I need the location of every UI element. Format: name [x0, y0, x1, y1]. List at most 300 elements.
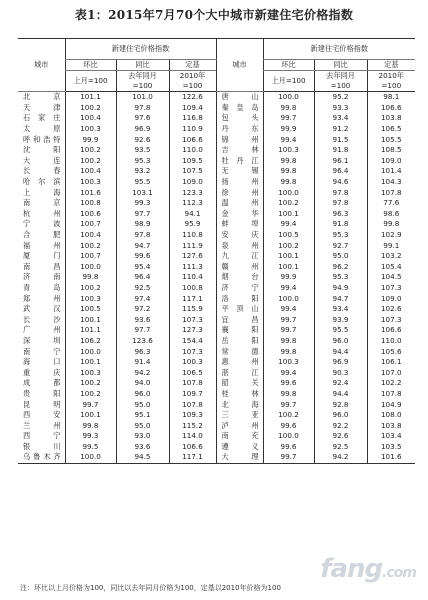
yoy-header-left: 同比	[116, 60, 169, 71]
table-row	[18, 251, 415, 262]
mom-value-cell: 100.4	[65, 113, 116, 124]
city-name-cell: 西 宁	[23, 431, 61, 441]
yoy-value-cell: 92.6	[116, 134, 169, 145]
base-value-cell: 100.8	[169, 283, 216, 294]
base-value-cell: 127.3	[169, 325, 216, 336]
mom-value-cell: 100.5	[263, 230, 314, 241]
base-value-cell: 115.9	[169, 304, 216, 315]
city-name-cell: 上 海	[23, 187, 61, 197]
city-name-cell: 南 充	[216, 431, 263, 442]
yoy-value-cell: 95.3	[116, 156, 169, 167]
mom-value-cell: 100.3	[263, 357, 314, 368]
base-value-cell: 106.6	[169, 134, 216, 145]
city-name-cell: 宜 昌	[216, 314, 263, 325]
mom-value-cell: 100.5	[65, 304, 116, 315]
mom-sub-right: 上月=100	[263, 71, 314, 92]
city-name-cell: 金 华	[216, 209, 263, 220]
base-value-cell: 108.5	[367, 145, 415, 156]
base-value-cell: 107.3	[169, 346, 216, 357]
base-value-cell: 98.1	[367, 92, 415, 103]
table-row	[18, 209, 415, 220]
base-value-cell: 109.4	[169, 103, 216, 114]
city-name-cell: 包 头	[216, 113, 263, 124]
yoy-value-cell: 95.4	[116, 262, 169, 273]
price-index-table	[18, 38, 415, 464]
yoy-value-cell: 92.7	[314, 240, 367, 251]
yoy-value-cell: 95.0	[116, 420, 169, 431]
city-name-cell: 泉 州	[216, 240, 263, 251]
base-value-cell: 107.8	[169, 378, 216, 389]
yoy-sub-right	[314, 71, 367, 92]
base-header-right: 定基	[367, 60, 415, 71]
base-value-cell: 105.4	[367, 262, 415, 273]
base-value-cell: 106.6	[169, 442, 216, 453]
base-value-cell: 110.0	[169, 145, 216, 156]
mom-value-cell: 100.6	[65, 209, 116, 220]
mom-value-cell: 100.2	[65, 389, 116, 400]
mom-value-cell: 100.1	[263, 251, 314, 262]
city-name-cell: 天 津	[23, 102, 61, 112]
base-value-cell: 116.8	[169, 113, 216, 124]
yoy-value-cell: 92.5	[116, 283, 169, 294]
yoy-value-cell: 93.0	[116, 431, 169, 442]
table-row	[18, 420, 415, 431]
table-row	[18, 177, 415, 188]
base-value-cell: 109.5	[169, 156, 216, 167]
yoy-value-cell: 92.8	[314, 399, 367, 410]
city-name-cell: 扬 州	[216, 177, 263, 188]
yoy-value-cell: 97.8	[116, 230, 169, 241]
base-value-cell: 111.9	[169, 240, 216, 251]
yoy-value-cell: 94.5	[116, 452, 169, 463]
yoy-value-cell: 97.8	[314, 198, 367, 209]
mom-value-cell: 99.8	[65, 272, 116, 283]
table-row	[18, 325, 415, 336]
yoy-value-cell: 96.0	[314, 410, 367, 421]
yoy-value-cell: 92.2	[314, 420, 367, 431]
city-name-cell: 石家庄	[23, 113, 61, 123]
base-value-cell: 101.4	[367, 166, 415, 177]
table-row	[18, 113, 415, 124]
city-name-cell: 唐 山	[216, 92, 263, 103]
mom-value-cell: 99.8	[263, 177, 314, 188]
city-name-cell: 厦 门	[23, 251, 61, 261]
city-name-cell: 呼和浩特	[23, 134, 61, 144]
yoy-value-cell: 91.5	[314, 134, 367, 145]
mom-value-cell: 99.7	[263, 399, 314, 410]
yoy-value-cell: 93.3	[314, 103, 367, 114]
yoy-value-cell: 97.7	[116, 209, 169, 220]
base-sub-text: 2010年=100	[378, 71, 405, 90]
city-name-cell: 无 锡	[216, 166, 263, 177]
yoy-value-cell: 95.2	[314, 92, 367, 103]
table-row	[18, 346, 415, 357]
base-value-cell: 109.3	[169, 410, 216, 421]
table-row	[18, 187, 415, 198]
city-name-cell: 三 亚	[216, 410, 263, 421]
city-name-cell: 深 圳	[23, 335, 61, 345]
yoy-value-cell: 95.0	[116, 399, 169, 410]
table-row	[18, 293, 415, 304]
base-value-cell: 106.6	[367, 325, 415, 336]
base-value-cell: 107.3	[367, 283, 415, 294]
mom-value-cell: 100.2	[263, 240, 314, 251]
base-value-cell: 112.3	[169, 198, 216, 209]
mom-value-cell: 100.3	[65, 367, 116, 378]
yoy-value-cell: 96.3	[116, 346, 169, 357]
city-name-cell: 宁 波	[23, 219, 61, 229]
base-value-cell: 95.9	[169, 219, 216, 230]
city-name-cell: 湛 江	[216, 367, 263, 378]
city-header-left: 城市	[18, 39, 65, 92]
base-value-cell: 101.6	[367, 452, 415, 463]
mom-value-cell: 99.9	[263, 272, 314, 283]
mom-value-cell: 100.2	[263, 198, 314, 209]
city-name-cell: 广 州	[23, 325, 61, 335]
base-value-cell: 104.5	[367, 272, 415, 283]
city-name-cell: 常 德	[216, 346, 263, 357]
city-name-cell: 北 京	[23, 92, 61, 102]
city-name-cell: 秦皇岛	[216, 103, 263, 114]
mom-value-cell: 100.4	[65, 230, 116, 241]
yoy-value-cell: 94.2	[314, 452, 367, 463]
base-value-cell: 102.9	[367, 230, 415, 241]
table-row	[18, 230, 415, 241]
base-value-cell: 110.0	[367, 336, 415, 347]
base-value-cell: 103.5	[367, 442, 415, 453]
yoy-value-cell: 96.4	[314, 166, 367, 177]
base-value-cell: 99.8	[367, 219, 415, 230]
mom-value-cell: 100.1	[65, 410, 116, 421]
yoy-value-cell: 94.7	[314, 293, 367, 304]
yoy-value-cell: 93.5	[116, 145, 169, 156]
mom-value-cell: 99.8	[263, 389, 314, 400]
city-name-cell: 西 安	[23, 410, 61, 420]
yoy-value-cell: 95.5	[314, 325, 367, 336]
mom-value-cell: 100.4	[65, 166, 116, 177]
yoy-value-cell: 123.6	[116, 336, 169, 347]
yoy-value-cell: 94.4	[314, 346, 367, 357]
yoy-value-cell: 91.4	[116, 357, 169, 368]
city-name-cell: 青 岛	[23, 282, 61, 292]
yoy-value-cell: 97.4	[116, 293, 169, 304]
mom-value-cell: 100.1	[65, 357, 116, 368]
city-name-cell: 重 庆	[23, 367, 61, 377]
city-name-cell: 济 南	[23, 272, 61, 282]
yoy-value-cell: 96.3	[314, 209, 367, 220]
mom-value-cell: 100.3	[263, 145, 314, 156]
yoy-value-cell: 92.4	[314, 378, 367, 389]
mom-value-cell: 99.8	[263, 336, 314, 347]
base-value-cell: 98.6	[367, 209, 415, 220]
yoy-value-cell: 99.3	[116, 198, 169, 209]
yoy-value-cell: 97.7	[116, 325, 169, 336]
city-name-cell: 海 口	[23, 357, 61, 367]
mom-value-cell: 100.2	[263, 410, 314, 421]
city-name-cell: 韶 关	[216, 378, 263, 389]
mom-value-cell: 100.1	[65, 314, 116, 325]
city-name-cell: 锦 州	[216, 134, 263, 145]
table-row	[18, 367, 415, 378]
city-name-cell: 乌鲁木齐	[18, 452, 65, 463]
base-value-cell: 127.6	[169, 251, 216, 262]
table-row	[18, 336, 415, 347]
mom-value-cell: 99.8	[263, 156, 314, 167]
base-value-cell: 103.8	[367, 420, 415, 431]
base-value-cell: 107.5	[169, 166, 216, 177]
yoy-value-cell: 96.4	[116, 272, 169, 283]
mom-value-cell: 99.4	[263, 283, 314, 294]
mom-value-cell: 100.0	[263, 187, 314, 198]
table-row	[18, 198, 415, 209]
base-value-cell: 110.8	[169, 230, 216, 241]
yoy-value-cell: 93.6	[116, 314, 169, 325]
base-value-cell: 111.3	[169, 262, 216, 273]
mom-value-cell: 100.2	[65, 145, 116, 156]
base-value-cell: 105.6	[367, 346, 415, 357]
mom-value-cell: 99.4	[263, 219, 314, 230]
base-value-cell: 115.2	[169, 420, 216, 431]
base-value-cell: 154.4	[169, 336, 216, 347]
city-name-cell: 成 都	[23, 378, 61, 388]
mom-value-cell: 100.1	[263, 262, 314, 273]
mom-value-cell: 99.3	[65, 431, 116, 442]
city-name-cell: 吉 林	[216, 145, 263, 156]
city-header-right: 城市	[216, 39, 263, 92]
mom-value-cell: 99.4	[263, 367, 314, 378]
base-value-cell: 104.3	[367, 177, 415, 188]
yoy-value-cell: 94.0	[116, 378, 169, 389]
table-row	[18, 357, 415, 368]
base-value-cell: 110.9	[169, 124, 216, 135]
yoy-value-cell: 91.8	[314, 219, 367, 230]
mom-header-right: 环比	[263, 60, 314, 71]
mom-value-cell: 99.8	[263, 346, 314, 357]
table-title: 表1：2015年7月70个大中城市新建住宅价格指数	[74, 8, 354, 22]
base-value-cell: 109.0	[169, 177, 216, 188]
base-value-cell: 106.6	[367, 103, 415, 114]
table-row	[18, 272, 415, 283]
base-value-cell: 110.4	[169, 272, 216, 283]
yoy-sub-left	[116, 71, 169, 92]
group-header-right: 新建住宅价格指数	[263, 39, 415, 60]
yoy-value-cell: 101.0	[116, 92, 169, 103]
yoy-value-cell: 97.8	[116, 103, 169, 114]
mom-value-cell: 100.0	[263, 92, 314, 103]
table-body	[18, 92, 415, 464]
base-value-cell: 117.1	[169, 452, 216, 463]
city-name-cell: 昆 明	[23, 399, 61, 409]
yoy-value-cell: 96.1	[314, 156, 367, 167]
table-row	[18, 452, 415, 463]
watermark-logo: fang.com	[320, 554, 416, 584]
mom-value-cell: 99.7	[263, 113, 314, 124]
yoy-value-cell: 94.9	[314, 283, 367, 294]
city-name-cell: 哈尔滨	[23, 177, 61, 187]
mom-value-cell: 99.6	[263, 420, 314, 431]
base-value-cell: 94.1	[169, 209, 216, 220]
base-value-cell: 122.6	[169, 92, 216, 103]
table-row	[18, 378, 415, 389]
mom-value-cell: 100.2	[65, 103, 116, 114]
base-value-cell: 109.7	[169, 389, 216, 400]
yoy-value-cell: 93.4	[314, 304, 367, 315]
yoy-value-cell: 94.2	[116, 367, 169, 378]
group-header-left: 新建住宅价格指数	[65, 39, 216, 60]
mom-header-left: 环比	[65, 60, 116, 71]
yoy-value-cell: 91.8	[314, 145, 367, 156]
mom-value-cell: 106.2	[65, 336, 116, 347]
mom-value-cell: 100.0	[65, 262, 116, 273]
base-value-cell: 99.1	[367, 240, 415, 251]
mom-value-cell: 99.7	[263, 452, 314, 463]
mom-value-cell: 101.6	[65, 187, 116, 198]
city-name-cell: 蚌 埠	[216, 219, 263, 230]
table-row	[18, 262, 415, 273]
mom-value-cell: 99.5	[65, 442, 116, 453]
mom-value-cell: 100.2	[65, 378, 116, 389]
base-value-cell: 114.0	[169, 431, 216, 442]
yoy-value-cell: 92.5	[314, 442, 367, 453]
yoy-sub-text: 去年同月=100	[128, 71, 157, 90]
yoy-value-cell: 95.3	[314, 272, 367, 283]
mom-value-cell: 101.1	[65, 325, 116, 336]
city-name-cell: 遵 义	[216, 442, 263, 453]
yoy-value-cell: 94.6	[314, 177, 367, 188]
table-row	[18, 389, 415, 400]
base-sub-left	[169, 71, 216, 92]
mom-value-cell: 100.1	[263, 209, 314, 220]
table-row	[18, 124, 415, 135]
mom-value-cell: 100.8	[65, 198, 116, 209]
base-value-cell: 107.8	[367, 187, 415, 198]
mom-value-cell: 100.3	[65, 124, 116, 135]
mom-value-cell: 99.6	[263, 378, 314, 389]
yoy-value-cell: 97.8	[314, 187, 367, 198]
mom-value-cell: 100.7	[65, 251, 116, 262]
yoy-value-cell: 96.9	[314, 357, 367, 368]
yoy-value-cell: 93.6	[116, 442, 169, 453]
base-sub-text: 2010年=100	[179, 71, 206, 90]
table-row	[18, 314, 415, 325]
base-value-cell: 103.4	[367, 431, 415, 442]
city-name-cell: 牡丹江	[216, 156, 263, 167]
city-name-cell: 襄 阳	[216, 325, 263, 336]
city-name-cell: 银 川	[23, 441, 61, 451]
mom-value-cell: 99.9	[263, 124, 314, 135]
table-row	[18, 410, 415, 421]
base-value-cell: 109.0	[367, 293, 415, 304]
city-name-cell: 烟 台	[216, 272, 263, 283]
yoy-value-cell: 103.1	[116, 187, 169, 198]
city-name-cell: 大 理	[216, 452, 263, 463]
yoy-header-right: 同比	[314, 60, 367, 71]
mom-value-cell: 99.6	[263, 442, 314, 453]
mom-value-cell: 99.7	[263, 314, 314, 325]
city-name-cell: 合 肥	[23, 230, 61, 240]
city-name-cell: 安 庆	[216, 230, 263, 241]
mom-value-cell: 100.3	[65, 293, 116, 304]
city-name-cell: 郑 州	[23, 293, 61, 303]
yoy-value-cell: 95.5	[116, 177, 169, 188]
city-name-cell: 南 昌	[23, 261, 61, 271]
table-row	[18, 219, 415, 230]
city-name-cell: 平顶山	[216, 304, 263, 315]
city-name-cell: 南 京	[23, 198, 61, 208]
city-name-cell: 丹 东	[216, 124, 263, 135]
table-row	[18, 240, 415, 251]
yoy-value-cell: 95.1	[116, 410, 169, 421]
base-value-cell: 100.3	[169, 357, 216, 368]
city-name-cell: 福 州	[23, 240, 61, 250]
base-value-cell: 106.5	[169, 367, 216, 378]
base-value-cell: 102.2	[367, 378, 415, 389]
table-row	[18, 92, 415, 103]
city-name-cell: 长 沙	[23, 314, 61, 324]
city-name-cell: 沈 阳	[23, 145, 61, 155]
city-name-cell: 徐 州	[216, 187, 263, 198]
yoy-value-cell: 92.6	[314, 431, 367, 442]
city-name-cell: 赣 州	[216, 262, 263, 273]
city-name-cell: 武 汉	[23, 304, 61, 314]
table-row	[18, 304, 415, 315]
yoy-value-cell: 90.3	[314, 367, 367, 378]
mom-value-cell: 101.1	[65, 92, 116, 103]
footnote: 注：环比以上月价格为100，同比以去年同月价格为100，定基以2010年价格为100	[20, 584, 281, 592]
yoy-value-cell: 95.3	[314, 230, 367, 241]
city-name-cell: 九 江	[216, 251, 263, 262]
base-value-cell: 106.1	[367, 357, 415, 368]
mom-value-cell: 99.7	[65, 399, 116, 410]
base-sub-right	[367, 71, 415, 92]
mom-value-cell: 99.4	[263, 134, 314, 145]
base-value-cell: 105.5	[367, 134, 415, 145]
mom-value-cell: 100.2	[65, 283, 116, 294]
mom-value-cell: 99.7	[263, 325, 314, 336]
mom-value-cell: 99.9	[65, 134, 116, 145]
table-row	[18, 283, 415, 294]
mom-value-cell: 100.0	[65, 452, 116, 463]
mom-value-cell: 100.2	[65, 156, 116, 167]
yoy-value-cell: 99.6	[116, 251, 169, 262]
city-name-cell: 杭 州	[23, 208, 61, 218]
mom-value-cell: 100.0	[65, 346, 116, 357]
base-value-cell: 103.2	[367, 251, 415, 262]
mom-value-cell: 100.0	[263, 431, 314, 442]
city-name-cell: 岳 阳	[216, 336, 263, 347]
table-row	[18, 156, 415, 167]
base-value-cell: 103.8	[367, 113, 415, 124]
city-name-cell: 济 宁	[216, 283, 263, 294]
yoy-value-cell: 95.0	[314, 251, 367, 262]
yoy-value-cell: 96.0	[116, 389, 169, 400]
mom-value-cell: 99.8	[263, 166, 314, 177]
base-value-cell: 104.9	[367, 399, 415, 410]
mom-value-cell: 99.8	[263, 103, 314, 114]
mom-sub-left: 上月=100	[65, 71, 116, 92]
mom-value-cell: 100.3	[65, 177, 116, 188]
base-value-cell: 107.3	[367, 314, 415, 325]
yoy-value-cell: 98.9	[116, 219, 169, 230]
yoy-value-cell: 96.9	[116, 124, 169, 135]
yoy-value-cell: 96.2	[314, 262, 367, 273]
table-row	[18, 166, 415, 177]
yoy-value-cell: 91.2	[314, 124, 367, 135]
base-value-cell: 107.8	[367, 389, 415, 400]
table-row	[18, 442, 415, 453]
city-name-cell: 洛 阳	[216, 293, 263, 304]
base-value-cell: 123.3	[169, 187, 216, 198]
